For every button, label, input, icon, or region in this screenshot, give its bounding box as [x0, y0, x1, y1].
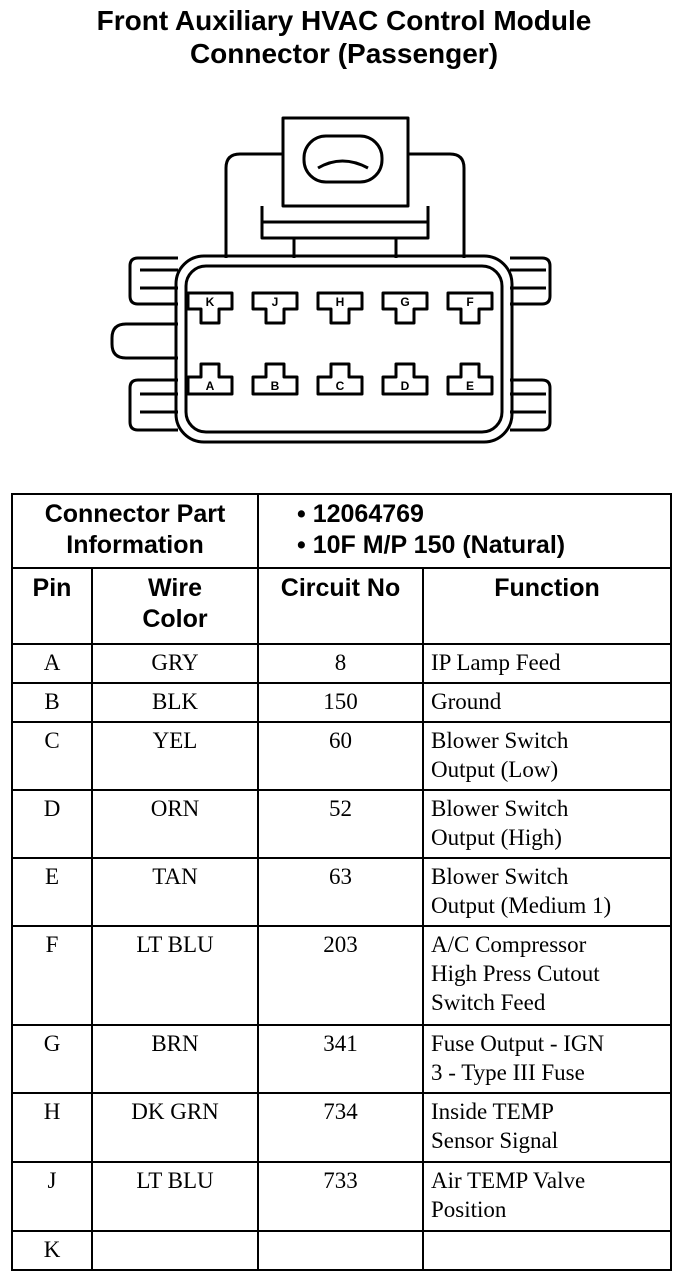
circuit-cell: 341: [258, 1025, 423, 1093]
connector-pin-label: F: [466, 295, 474, 309]
connector-pin-b: [253, 364, 297, 394]
connector-pin-h: [318, 293, 362, 323]
function-line: Ground: [431, 689, 502, 714]
part-info-label-line2: Information: [66, 531, 204, 559]
table-row: [12, 722, 671, 790]
wire-color-cell: LT BLU: [92, 926, 258, 1025]
table-row: [12, 1093, 671, 1162]
pin-cell: A: [12, 644, 92, 683]
pin-cell: H: [12, 1093, 92, 1162]
function-line: Switch Feed: [431, 990, 546, 1015]
function-line: Fuse Output - IGN: [431, 1031, 605, 1056]
wire-color-cell: [92, 1231, 258, 1270]
circuit-cell: 733: [258, 1162, 423, 1231]
header-circuit: Circuit No: [258, 568, 423, 644]
wire-color-cell: DK GRN: [92, 1093, 258, 1162]
connector-pin-d: [383, 364, 427, 394]
pin-cell: B: [12, 683, 92, 722]
function-line: Inside TEMP: [431, 1099, 554, 1124]
function-line: Blower Switch: [431, 864, 569, 889]
connector-pin-c: [318, 364, 362, 394]
pin-cell: G: [12, 1025, 92, 1093]
table-row: [12, 1162, 671, 1231]
wire-color-cell: GRY: [92, 644, 258, 683]
wire-color-cell: LT BLU: [92, 1162, 258, 1231]
pin-cell: J: [12, 1162, 92, 1231]
function-line: 3 - Type III Fuse: [431, 1060, 585, 1085]
connector-pin-e: [448, 364, 492, 394]
pin-cell: K: [12, 1231, 92, 1270]
connector-pin-label: H: [335, 295, 345, 309]
pin-cell: F: [12, 926, 92, 1025]
connector-pin-label: K: [205, 295, 215, 309]
connector-pin-g: [383, 293, 427, 323]
function-line: Blower Switch: [431, 728, 569, 753]
diagram-title-line1: Front Auxiliary HVAC Control Module: [96, 5, 592, 36]
table-row: [12, 644, 671, 683]
part-description: • 10F M/P 150 (Natural): [297, 531, 566, 559]
connector-pin-label: B: [270, 379, 280, 393]
circuit-cell: 203: [258, 926, 423, 1025]
function-line: A/C Compressor: [431, 932, 587, 957]
connector-pin-label: C: [335, 379, 345, 393]
part-info-label-line1: Connector Part: [44, 500, 226, 528]
circuit-cell: 150: [258, 683, 423, 722]
function-line: High Press Cutout: [431, 961, 600, 986]
table-row: [12, 1025, 671, 1093]
circuit-cell: 60: [258, 722, 423, 790]
part-info-values: [258, 494, 671, 568]
function-cell: [423, 722, 671, 790]
function-line: Air TEMP Valve: [431, 1168, 586, 1193]
function-line: Output (Medium 1): [431, 893, 612, 918]
function-cell: [423, 1162, 671, 1231]
function-line: Blower Switch: [431, 796, 569, 821]
header-function: Function: [423, 568, 671, 644]
function-cell: [423, 1093, 671, 1162]
connector-drawing: [0, 110, 688, 450]
circuit-cell: 52: [258, 790, 423, 858]
table-row: [12, 683, 671, 722]
function-cell: [423, 1231, 671, 1270]
wire-color-cell: YEL: [92, 722, 258, 790]
table-row: [12, 926, 671, 1025]
wire-color-cell: BLK: [92, 683, 258, 722]
header-wire-line2: Color: [142, 605, 208, 633]
function-line: Output (Low): [431, 757, 559, 782]
wire-color-cell: ORN: [92, 790, 258, 858]
table-row: [12, 790, 671, 858]
connector-pin-j: [253, 293, 297, 323]
function-cell: [423, 858, 671, 926]
function-cell: [423, 1025, 671, 1093]
function-line: IP Lamp Feed: [431, 650, 561, 675]
table-row: [12, 1231, 671, 1270]
pin-cell: E: [12, 858, 92, 926]
circuit-cell: 734: [258, 1093, 423, 1162]
connector-pin-label: A: [205, 379, 215, 393]
circuit-cell: [258, 1231, 423, 1270]
connector-pin-a: [188, 364, 232, 394]
header-wire-line1: Wire: [148, 574, 202, 602]
connector-pin-label: J: [271, 295, 279, 309]
pinout-table: [11, 493, 672, 1271]
wire-color-cell: BRN: [92, 1025, 258, 1093]
header-row: [12, 568, 671, 644]
wire-color-cell: TAN: [92, 858, 258, 926]
connector-pin-label: E: [465, 379, 475, 393]
connector-pin-f: [448, 293, 492, 323]
pin-cell: C: [12, 722, 92, 790]
part-info-row: [12, 494, 671, 568]
circuit-cell: 8: [258, 644, 423, 683]
connector-pin-k: [188, 293, 232, 323]
header-wire-color: [92, 568, 258, 644]
function-cell: [423, 644, 671, 683]
part-info-label: [12, 494, 258, 568]
diagram-title-line2: Connector (Passenger): [189, 38, 499, 69]
part-number: • 12064769: [297, 500, 424, 528]
connector-pin-label: G: [400, 295, 410, 309]
function-cell: [423, 926, 671, 1025]
function-cell: [423, 790, 671, 858]
function-line: Output (High): [431, 825, 562, 850]
function-line: Position: [431, 1197, 507, 1222]
table-row: [12, 858, 671, 926]
circuit-cell: 63: [258, 858, 423, 926]
function-cell: [423, 683, 671, 722]
header-pin: Pin: [12, 568, 92, 644]
pin-cell: D: [12, 790, 92, 858]
connector-pin-label: D: [400, 379, 410, 393]
function-line: Sensor Signal: [431, 1128, 559, 1153]
